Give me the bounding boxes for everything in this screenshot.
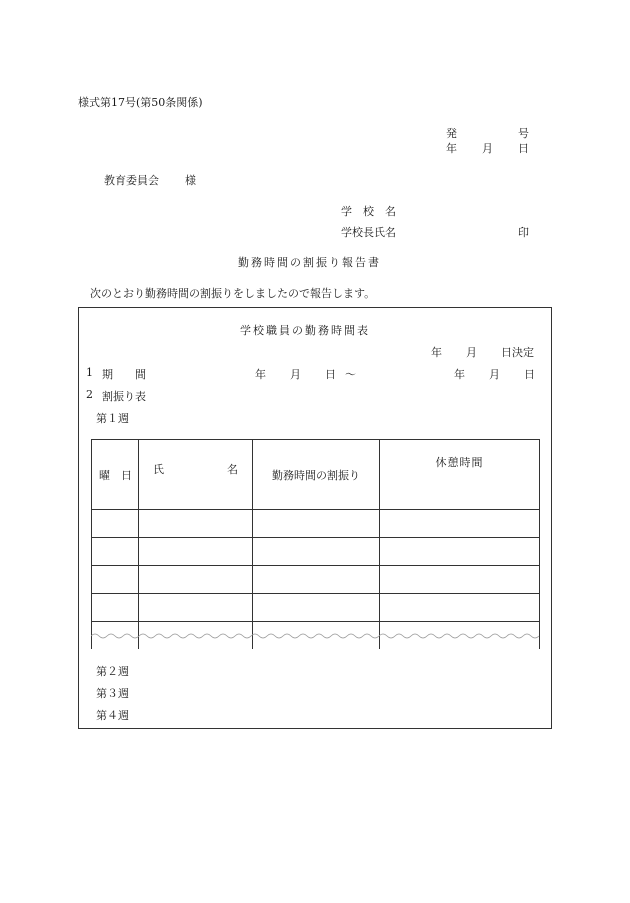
week1-label: 第１週: [96, 412, 129, 425]
week4-label: 第４週: [96, 709, 129, 722]
decided-month: 月: [466, 346, 477, 359]
break-header-label: 休憩時間: [435, 456, 484, 469]
addressee-honorific: 様: [185, 174, 196, 187]
table-cell: [92, 594, 139, 622]
form-number: 様式第17号(第50条関係): [78, 96, 203, 109]
table-row: [92, 566, 540, 594]
number-label: 号: [518, 127, 529, 140]
seal-label: 印: [518, 226, 529, 239]
table-row: [92, 510, 540, 538]
name-header-first: 氏: [153, 463, 164, 476]
weekday-header: [92, 440, 139, 510]
table-cell: [139, 538, 253, 566]
allocation-header: [253, 440, 380, 510]
week3-label: 第３週: [96, 687, 129, 700]
table-row: [92, 538, 540, 566]
period-from-day: 日: [325, 368, 336, 381]
principal-label: 学校長氏名: [341, 226, 396, 239]
allocation-header-label: 勤務時間の割振り: [272, 468, 360, 482]
table-cell: [92, 510, 139, 538]
table-cell: [380, 510, 540, 538]
table-cell: [253, 510, 380, 538]
table-label: 割振り表: [102, 390, 146, 403]
period-to-day: 日: [524, 368, 535, 381]
report-body: 次のとおり勤務時間の割振りをしましたので報告します。: [90, 287, 376, 300]
table-cell: [253, 538, 380, 566]
decided-day: 日決定: [501, 346, 534, 359]
table-continuation-wave: [91, 631, 540, 641]
date-day: 日: [518, 142, 529, 155]
table-cell: [139, 566, 253, 594]
table-cell: [380, 566, 540, 594]
period-from-month: 月: [290, 368, 301, 381]
table-cell: [253, 594, 380, 622]
schedule-table: [91, 439, 540, 649]
period-to-month: 月: [489, 368, 500, 381]
period-number: 1: [86, 366, 93, 379]
report-title: 勤務時間の割振り報告書: [238, 256, 381, 269]
name-header: [139, 440, 253, 510]
table-cell: [139, 510, 253, 538]
table-row: [92, 594, 540, 622]
table-cell: [92, 566, 139, 594]
table-cell: [139, 594, 253, 622]
weekday-header-label: 曜 日: [99, 468, 132, 482]
table-cell: [380, 538, 540, 566]
period-label: 期 間: [102, 368, 146, 381]
table-cell: [92, 538, 139, 566]
period-from-year: 年: [255, 368, 266, 381]
date-year: 年: [446, 142, 457, 155]
table-cell: [253, 566, 380, 594]
break-header: [380, 440, 540, 510]
school-name-label: 学 校 名: [341, 205, 396, 218]
date-month: 月: [482, 142, 493, 155]
issue-label: 発: [446, 127, 457, 140]
table-cell: [380, 594, 540, 622]
period-to-year: 年: [454, 368, 465, 381]
schedule-title: 学校職員の勤務時間表: [240, 324, 370, 337]
table-header-row: [92, 440, 540, 510]
period-tilde: 〜: [345, 368, 356, 381]
decided-year: 年: [431, 346, 442, 359]
name-header-second: 名: [227, 463, 238, 476]
week2-label: 第２週: [96, 665, 129, 678]
addressee-org: 教育委員会: [104, 174, 159, 187]
table-number: 2: [86, 388, 93, 401]
